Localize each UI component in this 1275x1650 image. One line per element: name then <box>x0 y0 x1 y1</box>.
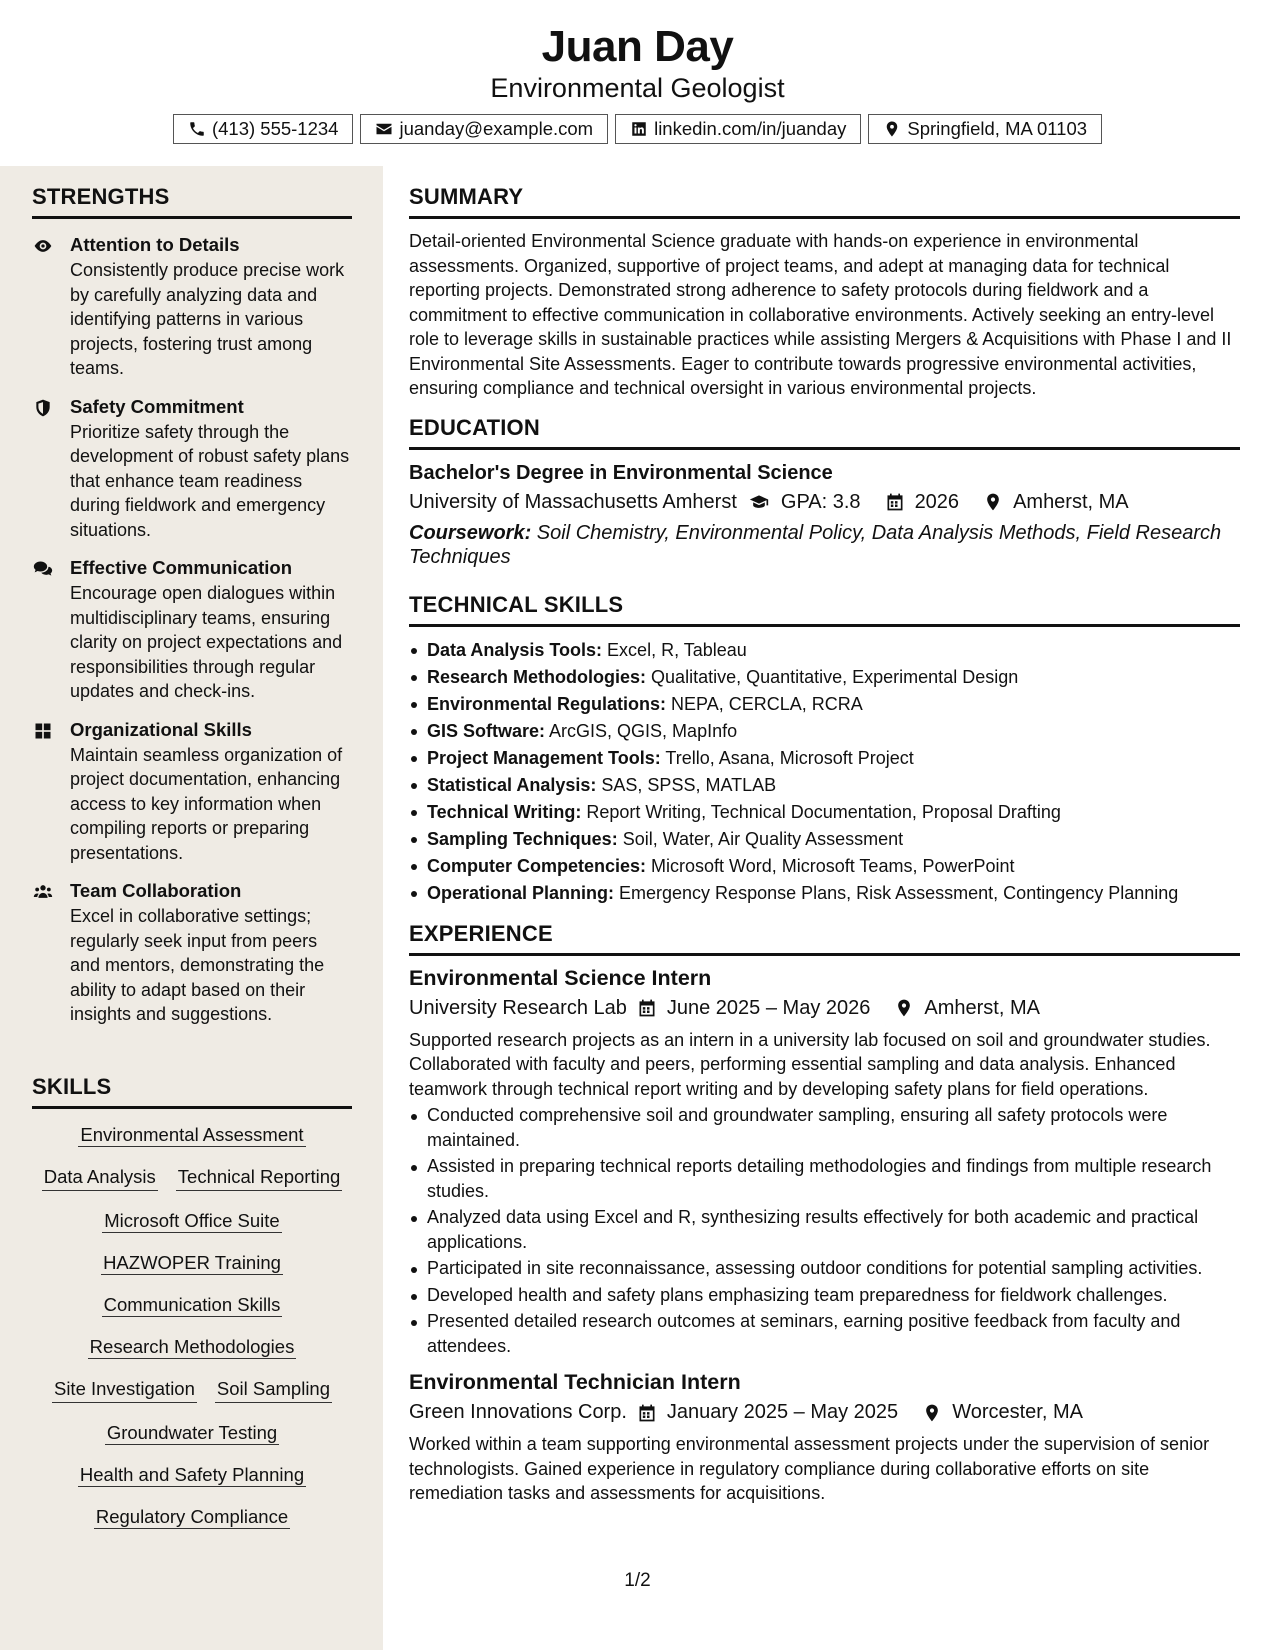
job-location: Worcester, MA <box>952 1401 1083 1423</box>
skill-chip: Research Methodologies <box>89 1336 295 1357</box>
strength-desc: Maintain seamless organization of project documentation, enhancing access to key information when compiling reports or preparing presentations. <box>70 744 343 863</box>
map-pin-icon <box>894 998 914 1018</box>
job-dates: June 2025 – May 2026 <box>666 996 871 1019</box>
job-company: Green Innovations Corp. <box>409 1401 627 1423</box>
page-number: 1/2 <box>624 1570 651 1591</box>
strength-title: Attention to Details <box>70 234 240 255</box>
users-icon <box>32 882 54 902</box>
list-item: Participated in site reconnaissance, assessing outdoor conditions for potential sampling activities. <box>409 1256 1240 1281</box>
experience-heading: EXPERIENCE <box>409 921 1240 956</box>
strength-desc: Consistently produce precise work by carefully analyzing data and identifying patterns in various projects, fostering trust among teams. <box>70 260 345 378</box>
list-item: Developed health and safety plans emphasizing team preparedness for fieldwork challenges. <box>409 1283 1240 1308</box>
list-item: Conducted comprehensive soil and groundwater sampling, ensuring all safety protocols were maintained. <box>409 1103 1240 1152</box>
strength-item <box>32 718 352 866</box>
shield-icon <box>32 398 54 418</box>
skill-chip: Site Investigation <box>52 1377 197 1403</box>
skill-chip: Soil Sampling <box>215 1377 332 1403</box>
job-dates: January 2025 – May 2025 <box>666 1401 899 1423</box>
job-location: Amherst, MA <box>924 996 1040 1019</box>
job-title: Environmental Science Intern <box>409 965 712 990</box>
strength-desc: Excel in collaborative settings; regularly seek input from peers and mentors, demonstrating the ability to adapt based on their insights and suggestions. <box>70 906 325 1024</box>
graduation-year: 2026 <box>914 490 960 513</box>
contact-bar <box>0 114 1275 144</box>
calendar-icon <box>637 1403 657 1423</box>
map-pin-icon <box>883 120 901 138</box>
comments-icon <box>32 559 54 579</box>
list-item: Project Management Tools: Trello, Asana, Microsoft Project <box>409 745 1240 772</box>
experience-section <box>409 921 1240 1506</box>
list-item: Sampling Techniques: Soil, Water, Air Quality Assessment <box>409 826 1240 853</box>
job-company: University Research Lab <box>409 996 627 1019</box>
strength-desc: Prioritize safety through the development of robust safety plans that enhance team readiness during fieldwork and emergency situations. <box>70 421 350 540</box>
map-pin-icon <box>922 1403 942 1423</box>
technical-skills-heading: TECHNICAL SKILLS <box>409 592 1240 627</box>
skill-chip: Environmental Assessment <box>80 1124 304 1145</box>
coursework-label: Coursework: <box>409 521 532 544</box>
job-summary: Worked within a team supporting environmental assessment projects under the supervision of senior technologists. Gained experience in regulatory compliance during collaborative efforts on site remediation tasks and assessments for acquisitions. <box>409 1434 1210 1503</box>
contact-phone[interactable] <box>173 114 354 144</box>
graduation-cap-icon <box>747 492 771 512</box>
skill-chip: Groundwater Testing <box>106 1422 278 1443</box>
strength-title: Effective Communication <box>70 557 293 578</box>
summary-text: Detail-oriented Environmental Science graduate with hands-on experience in environmental assessments. Organized, supportive of project teams, and adept at managing data for technical reporting projects. Demonstrated strong adherence to safety protocols during fieldwork and a commitment to effective communication in collaborative environments. Actively seeking an entry-level role to leverage skills in sustainable practices while assisting Mergers & Acquisitions with Phase I and II Environmental Site Assessments. Eager to contribute towards progressive environmental activities, ensuring compliance and technical oversight in various environmental projects. <box>409 231 1232 398</box>
eye-icon <box>32 236 54 256</box>
skills-heading: SKILLS <box>32 1074 352 1109</box>
coursework <box>409 521 1240 570</box>
list-item: Operational Planning: Emergency Response Plans, Risk Assessment, Contingency Planning <box>409 880 1240 907</box>
strength-item <box>32 556 352 704</box>
technical-skills-list <box>409 637 1240 907</box>
degree-title: Bachelor's Degree in Environmental Science <box>409 461 833 484</box>
phone-text: (413) 555-1234 <box>211 118 339 139</box>
contact-linkedin[interactable] <box>615 114 861 144</box>
envelope-icon <box>375 120 393 138</box>
location-text: Springfield, MA 01103 <box>907 118 1088 139</box>
skill-chip: Data Analysis <box>42 1165 158 1191</box>
job-summary: Supported research projects as an intern in a university lab focused on soil and groundwater studies. Collaborated with faculty and peers, performing essential sampling and data analysis. Enhanced teamwork through technical report writing and by developing safety plans for field operations. <box>409 1029 1211 1099</box>
skill-chips <box>32 1123 352 1547</box>
contact-email[interactable] <box>360 114 608 144</box>
contact-location <box>868 114 1102 144</box>
skill-chip: Regulatory Compliance <box>95 1506 289 1527</box>
summary-heading: SUMMARY <box>409 184 1240 219</box>
calendar-icon <box>637 998 657 1018</box>
strength-title: Organizational Skills <box>70 718 252 740</box>
job-meta <box>409 1401 1240 1424</box>
skill-chip: Communication Skills <box>103 1294 281 1315</box>
coursework-list: Soil Chemistry, Environmental Policy, Data Analysis Methods, Field Research Techniques <box>409 521 1222 568</box>
technical-skills-section <box>409 592 1240 907</box>
list-item: Assisted in preparing technical reports detailing methodologies and findings from multiple research studies. <box>409 1154 1240 1203</box>
resume-header <box>0 0 1275 160</box>
school-name: University of Massachusetts Amherst <box>409 490 737 513</box>
linkedin-text: linkedin.com/in/juanday <box>654 118 847 139</box>
list-item: Data Analysis Tools: Excel, R, Tableau <box>409 637 1240 664</box>
school-location: Amherst, MA <box>1013 490 1129 513</box>
list-item: Environmental Regulations: NEPA, CERCLA, RCRA <box>409 691 1240 718</box>
sidebar <box>0 166 383 1650</box>
grid-icon <box>32 721 54 741</box>
email-text: juanday@example.com <box>399 118 594 139</box>
phone-icon <box>188 120 206 138</box>
strength-title: Team Collaboration <box>70 880 242 901</box>
education-heading: EDUCATION <box>409 415 1240 450</box>
strength-item <box>32 879 352 1027</box>
education-section <box>409 415 1240 570</box>
list-item: Technical Writing: Report Writing, Technical Documentation, Proposal Drafting <box>409 799 1240 826</box>
skill-chip: Microsoft Office Suite <box>104 1210 280 1231</box>
candidate-title: Environmental Geologist <box>490 73 785 103</box>
list-item: GIS Software: ArcGIS, QGIS, MapInfo <box>409 718 1240 745</box>
skill-chip: Health and Safety Planning <box>79 1464 305 1485</box>
strength-title: Safety Commitment <box>70 395 244 417</box>
calendar-icon <box>885 492 905 512</box>
strength-desc: Encourage open dialogues within multidisciplinary teams, ensuring clarity on project expectations and responsibilities through regular updates and check-ins. <box>70 583 343 701</box>
list-item: Statistical Analysis: SAS, SPSS, MATLAB <box>409 772 1240 799</box>
list-item: Research Methodologies: Qualitative, Quantitative, Experimental Design <box>409 664 1240 691</box>
list-item: Presented detailed research outcomes at seminars, earning positive feedback from faculty and attendees. <box>409 1309 1240 1358</box>
main-column <box>409 166 1240 1506</box>
job-title: Environmental Technician Intern <box>409 1370 741 1394</box>
skills-section <box>32 1074 352 1547</box>
strengths-heading: STRENGTHS <box>32 184 352 219</box>
strengths-section <box>32 184 352 1027</box>
linkedin-icon <box>630 120 648 138</box>
list-item: Computer Competencies: Microsoft Word, Microsoft Teams, PowerPoint <box>409 853 1240 880</box>
education-meta <box>409 491 1240 514</box>
skill-chip: Technical Reporting <box>176 1165 342 1191</box>
map-pin-icon <box>983 492 1003 512</box>
list-item: Analyzed data using Excel and R, synthesizing results effectively for both academic and practical applications. <box>409 1205 1240 1254</box>
strength-item <box>32 233 352 381</box>
candidate-name: Juan Day <box>541 22 734 71</box>
job-meta <box>409 997 1240 1020</box>
summary-section <box>409 184 1240 401</box>
job-bullets <box>409 1103 1240 1358</box>
gpa-text: GPA: 3.8 <box>780 490 861 513</box>
strength-item <box>32 395 352 543</box>
skill-chip: HAZWOPER Training <box>103 1252 281 1273</box>
